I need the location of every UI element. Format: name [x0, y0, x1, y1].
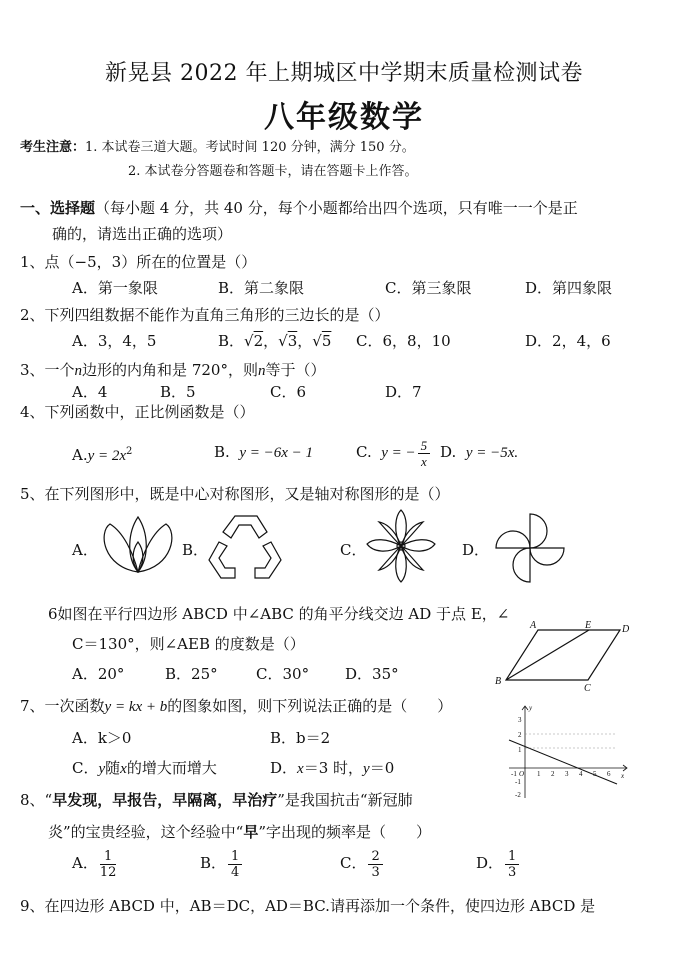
q2-stem: 2、下列四组数据不能作为直角三角形的三边长的是（） — [20, 306, 390, 324]
notice-line-1 — [20, 138, 415, 158]
q3-n-2: n — [257, 363, 266, 379]
svg-text:-2: -2 — [515, 791, 521, 799]
q9-stem: 9、在四边形 ABCD 中，AB＝DC，AD＝BC.请再添加一个条件，使四边形 ABCD 是 — [20, 897, 596, 915]
q7-d-x: x — [297, 761, 304, 777]
notice-line-2: 2. 本试卷分答题卷和答题卡，请在答题卡上作答。 — [128, 164, 418, 179]
q7-option-a: A．k＞0 — [72, 729, 132, 747]
q4-option-b — [214, 442, 313, 463]
q8-d-fraction — [505, 849, 519, 880]
section-desc-2: 确的，请选出正确的选项） — [52, 225, 233, 243]
q6-label-d: D — [622, 624, 630, 635]
q7-c-label: C． — [72, 759, 99, 777]
exam-title: 新晃县 2022 年上期城区中学期末质量检测试卷 — [105, 61, 583, 86]
q4-option-c — [356, 434, 432, 471]
q2-sep-1: ， — [263, 332, 279, 350]
q8-option-d — [476, 845, 521, 881]
q7-d-y: y — [363, 761, 370, 777]
q3-option-a: A．4 — [72, 383, 108, 401]
q7-c-y: y — [98, 761, 106, 777]
svg-text:2: 2 — [518, 731, 522, 739]
q7-option-c — [72, 758, 217, 779]
q2-root-3: 5 — [321, 332, 332, 350]
q5-option-a: A． — [72, 541, 98, 559]
q8-b-fraction — [228, 849, 242, 880]
q8-stem2-post: ”字出现的频率是（ ） — [258, 823, 432, 841]
q2-option-d: D．2，4，6 — [525, 332, 611, 350]
section-heading: 一、选择题 — [20, 199, 96, 217]
q4-c-label: C. — [356, 443, 372, 461]
q8-d-den: 3 — [508, 864, 517, 880]
q7-coordinate-graph — [505, 702, 633, 802]
svg-text:3: 3 — [565, 770, 569, 778]
q4-d-label: D. — [440, 443, 457, 461]
q6-stem-1: 6如图在平行四边形 ABCD 中∠ABC 的角平分线交边 AD 于点 E，∠ — [48, 605, 510, 623]
q8-b-label: B． — [200, 854, 227, 872]
q2-option-b-label: B． — [218, 332, 245, 350]
q3-option-b: B．5 — [160, 383, 196, 401]
q1-stem: 1、点（−5，3）所在的位置是（） — [20, 253, 257, 271]
section-desc-1: （每小题 4 分，共 40 分，每个小题都给出四个选项，只有唯一一个是正 — [95, 199, 578, 217]
notice-text-1: 1. 本试卷三道大题。考试时间 120 分钟，满分 150 分。 — [85, 140, 415, 155]
q7-axis-y: y — [529, 704, 533, 712]
svg-text:4: 4 — [579, 770, 583, 778]
q8-a-fraction — [100, 849, 117, 880]
svg-text:1: 1 — [518, 746, 522, 754]
q8-bold-phrase: 早发现，早报告，早隔离，早治疗 — [52, 791, 278, 809]
q8-d-num: 1 — [505, 849, 519, 865]
svg-text:-1: -1 — [515, 778, 521, 786]
q8-option-c — [340, 845, 385, 881]
q8-option-a — [72, 845, 118, 881]
q8-option-b — [200, 845, 244, 881]
q7-stem-pre: 7、一次函数 — [20, 697, 105, 715]
q8-c-num: 2 — [368, 849, 382, 865]
q4-b-expr: y = −6x − 1 — [239, 445, 314, 461]
q7-d-post: ＝0 — [369, 759, 395, 777]
q5-figure-a — [98, 512, 178, 582]
q1-option-a: A．第一象限 — [72, 279, 158, 297]
section-heading-line — [20, 198, 578, 218]
q8-d-label: D． — [476, 854, 504, 872]
q6-option-b: B．25° — [165, 665, 218, 683]
q5-option-b: B． — [182, 541, 209, 559]
exam-subject: 八年级数学 — [264, 100, 424, 135]
q5-option-c: C． — [340, 541, 367, 559]
q7-d-label: D． — [270, 759, 298, 777]
q4-b-label: B. — [214, 443, 230, 461]
q7-axis-x: x — [621, 772, 625, 780]
q8-c-den: 3 — [371, 864, 380, 880]
svg-text:1: 1 — [537, 770, 541, 778]
q4-c-lhs: y = − — [381, 445, 416, 461]
q5-figure-c — [365, 508, 437, 584]
q1-option-d: D．第四象限 — [525, 279, 613, 297]
q6-label-b: B — [495, 676, 502, 687]
svg-text:3: 3 — [518, 716, 522, 724]
q4-stem: 4、下列函数中，正比例函数是（） — [20, 403, 255, 421]
q3-option-c: C．6 — [270, 383, 307, 401]
q2-sep-2: ， — [297, 332, 313, 350]
q8-c-label: C． — [340, 854, 367, 872]
q4-d-expr: y = −5x. — [465, 445, 519, 461]
q4-option-d — [440, 442, 518, 463]
q6-label-c: C — [584, 683, 591, 694]
q7-stem — [20, 696, 452, 717]
q2-option-a: A．3，4，5 — [72, 332, 157, 350]
q8-stem1-post: ”是我国抗击“新冠肺 — [277, 791, 413, 809]
q8-a-num: 1 — [100, 849, 117, 865]
q5-figure-d — [492, 510, 568, 586]
q2-root-1: 2 — [253, 332, 264, 350]
q8-a-label: A． — [72, 854, 98, 872]
q8-c-fraction — [368, 849, 382, 880]
q8-bold-char: 早 — [243, 823, 259, 841]
q3-stem-pre: 3、一个 — [20, 361, 75, 379]
q7-option-d — [270, 758, 394, 779]
svg-text:-1: -1 — [511, 770, 517, 778]
q1-option-c: C．第三象限 — [385, 279, 472, 297]
q2-option-c: C．6，8，10 — [356, 332, 451, 350]
q4-a-exponent: 2 — [126, 446, 133, 457]
q1-option-b: B．第二象限 — [218, 279, 305, 297]
q6-label-a: A — [530, 620, 537, 631]
q2-option-b: B．√2，√3，√5 — [218, 332, 332, 350]
q5-figure-b — [205, 512, 285, 582]
q6-label-e: E — [585, 620, 592, 631]
q3-stem-post: 等于（） — [265, 361, 326, 379]
q4-c-fraction — [418, 438, 431, 469]
svg-text:6: 6 — [607, 770, 611, 778]
q8-a-den: 12 — [99, 864, 117, 880]
q7-stem-post: 的图象如图，则下列说法正确的是（ ） — [167, 697, 453, 715]
q3-option-d: D．7 — [385, 383, 422, 401]
q4-a-expr: y = 2x — [87, 448, 127, 464]
q7-origin: O — [519, 770, 525, 778]
q6-option-c: C．30° — [256, 665, 310, 683]
notice-label: 考生注意： — [20, 140, 86, 155]
q6-parallelogram-figure — [490, 618, 640, 692]
q5-stem: 5、在下列图形中，既是中心对称图形，又是轴对称图形的是（） — [20, 485, 450, 503]
q7-c-mid: 随 — [105, 759, 121, 777]
q4-a-label: A. — [72, 446, 88, 464]
q4-c-num: 5 — [418, 438, 431, 454]
q4-c-den: x — [421, 453, 427, 469]
svg-text:2: 2 — [551, 770, 555, 778]
q7-c-post: 的增大而增大 — [126, 759, 217, 777]
q7-option-b: B．b＝2 — [270, 729, 331, 747]
q8-b-den: 4 — [231, 864, 240, 880]
q8-stem-2 — [48, 822, 431, 842]
q6-stem-2: C＝130°，则∠AEB 的度数是（） — [72, 635, 305, 653]
q6-option-a: A．20° — [72, 665, 125, 683]
svg-text:5: 5 — [593, 770, 597, 778]
q3-stem — [20, 360, 325, 381]
q2-root-2: 3 — [287, 332, 298, 350]
q7-c-x: x — [120, 761, 127, 777]
q8-b-num: 1 — [228, 849, 242, 865]
q5-option-d: D． — [462, 541, 490, 559]
q8-stem1-pre: 8、“ — [20, 791, 53, 809]
q8-stem-1 — [20, 790, 413, 810]
q8-stem2-pre: 炎”的宝贵经验，这个经验中“ — [48, 823, 244, 841]
q3-n: n — [74, 363, 83, 379]
q7-d-mid: ＝3 时， — [303, 759, 364, 777]
q7-func: y = kx + b — [104, 699, 168, 715]
q6-option-d: D．35° — [345, 665, 399, 683]
q3-stem-mid: 边形的内角和是 720°，则 — [82, 361, 258, 379]
q4-option-a — [72, 442, 132, 466]
